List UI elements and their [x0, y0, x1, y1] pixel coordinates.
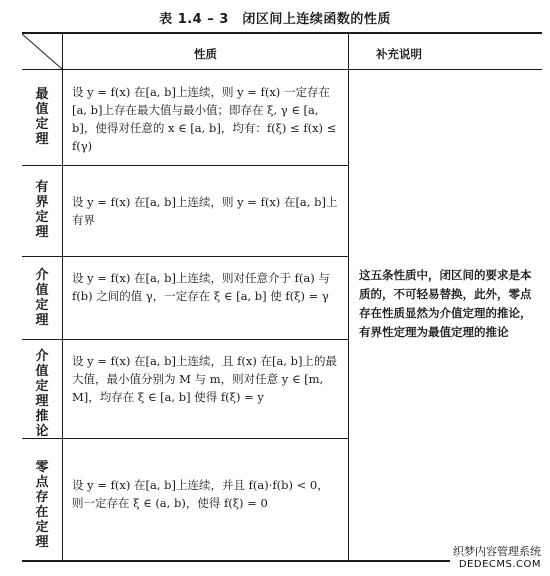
corner-diagonal [22, 34, 62, 69]
supplementary-note: 这五条性质中，闭区间的要求是本质的，不可轻易替换，此外，零点存在性质显然为介值定理的推论，有界性定理为最值定理的推论 [359, 268, 532, 339]
table-top-border [22, 32, 542, 34]
row-divider [22, 438, 348, 439]
row-text-intermediate-value: 设 y = f(x) 在[a, b]上连续，则对任意介于 f(a) 与 f(b) 之间的值 γ，一定存在 ξ ∈ [a, b] 使 f(ξ) = γ [72, 271, 330, 303]
row-label-boundedness: 有界定理 [35, 180, 49, 240]
watermark-line2: DEDECMS.COM [458, 559, 541, 570]
header-note: 补充说明 [376, 47, 422, 61]
row-label-intermediate-value-corollary: 介值定理推论 [35, 349, 49, 439]
row-text-boundedness: 设 y = f(x) 在[a, b]上连续，则 y = f(x) 在[a, b]上有界 [72, 195, 338, 227]
site-watermark [450, 544, 544, 572]
header-bottom-border [22, 69, 542, 70]
row-text-extreme-value: 设 y = f(x) 在[a, b]上连续，则 y = f(x) 一定存在[a, b]上存在最大值与最小值；即存在 ξ, γ ∈ [a, b]，使得对任意的 x ∈ [a, b]，均有：f(ξ) ≤ f(x) ≤ f(γ) [72, 85, 337, 153]
row-divider [22, 165, 348, 166]
table-title: 表 1.4 – 3 闭区间上连续函数的性质 [159, 12, 391, 27]
header-property: 性质 [194, 47, 217, 61]
row-label-zero-existence: 零点存在定理 [35, 460, 49, 550]
row-text-intermediate-value-corollary: 设 y = f(x) 在[a, b]上连续，且 f(x) 在[a, b]上的最大值，最小值分别为 M 与 m，则对任意 y ∈ [m, M]，均存在 ξ ∈ [a, b] 使得 f(ξ) = y [72, 354, 337, 404]
row-divider [22, 339, 348, 340]
row-label-intermediate-value: 介值定理 [35, 268, 49, 328]
row-label-extreme-value: 最值定理 [35, 87, 49, 147]
row-divider [22, 256, 348, 257]
row-text-zero-existence: 设 y = f(x) 在[a, b]上连续，并且 f(a)·f(b) < 0，则一定存在 ξ ∈ (a, b)，使得 f(ξ) = 0 [72, 478, 329, 510]
properties-table [22, 32, 542, 562]
label-column-divider [62, 32, 63, 562]
watermark-line1: 织梦内容管理系统 [453, 545, 541, 558]
note-column-divider [348, 32, 349, 562]
